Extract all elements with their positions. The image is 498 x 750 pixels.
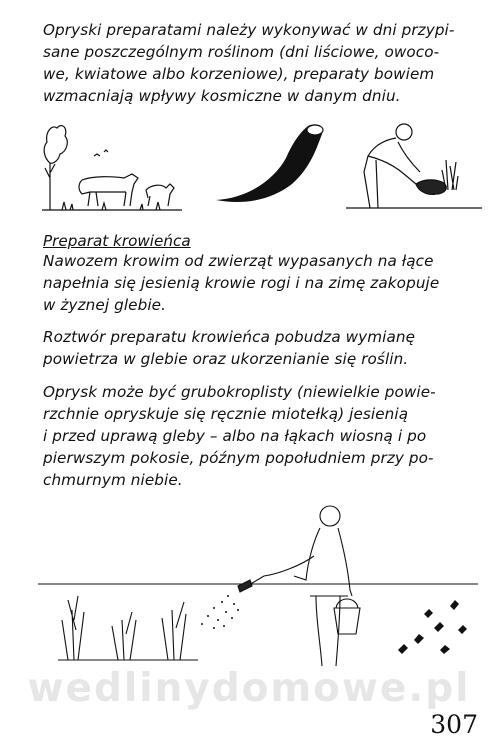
text-line: Opryski preparatami należy wykonywać w dni przypi- — [43, 21, 455, 39]
text-line: pierwszym pokosie, późnym popołudniem przy po- — [43, 449, 434, 467]
text-line: Roztwór preparatu krowieńca pobudza wymianę — [43, 328, 416, 346]
intro-paragraph — [43, 19, 469, 107]
text-line: powietrza w glebie oraz ukorzenianie się roślin. — [43, 350, 409, 368]
text-line: we, kwiatowe albo korzeniowe), preparaty bowiem — [43, 65, 435, 83]
text-line: i przed uprawą gleby – albo na łąkach wiosną i po — [43, 427, 427, 445]
body-paragraph — [43, 326, 469, 370]
page-number: 307 — [430, 710, 478, 739]
text-line: sane poszczególnym roślinom (dni liściowe, owoco- — [43, 43, 440, 61]
text-line: Nawozem krowim od zwierząt wypasanych na łące — [43, 252, 434, 270]
section-heading: Preparat krowieńca — [43, 232, 191, 250]
person-digging-illustration — [346, 120, 482, 212]
text-line: wzmacniają wpływy kosmiczne w danym dniu. — [43, 87, 401, 105]
cow-horn-illustration — [212, 120, 328, 206]
horn-shape — [216, 124, 322, 202]
text-line: Oprysk może być grubokroplisty (niewielkie powie- — [43, 383, 436, 401]
site-watermark: wedlinydomowe.pl — [27, 666, 471, 711]
body-paragraph — [43, 250, 469, 316]
text-line: chmurnym niebie. — [43, 471, 183, 489]
text-line: rzchnie opryskuje się ręcznie miotełką) jesienią — [43, 405, 409, 423]
text-line: w żyznej glebie. — [43, 296, 167, 314]
pasture-cows-illustration — [42, 118, 182, 214]
body-paragraph — [43, 381, 469, 491]
text-line: napełnia się jesienią krowie rogi i na zimę zakopuje — [43, 274, 440, 292]
field-spraying-illustration — [38, 500, 478, 680]
